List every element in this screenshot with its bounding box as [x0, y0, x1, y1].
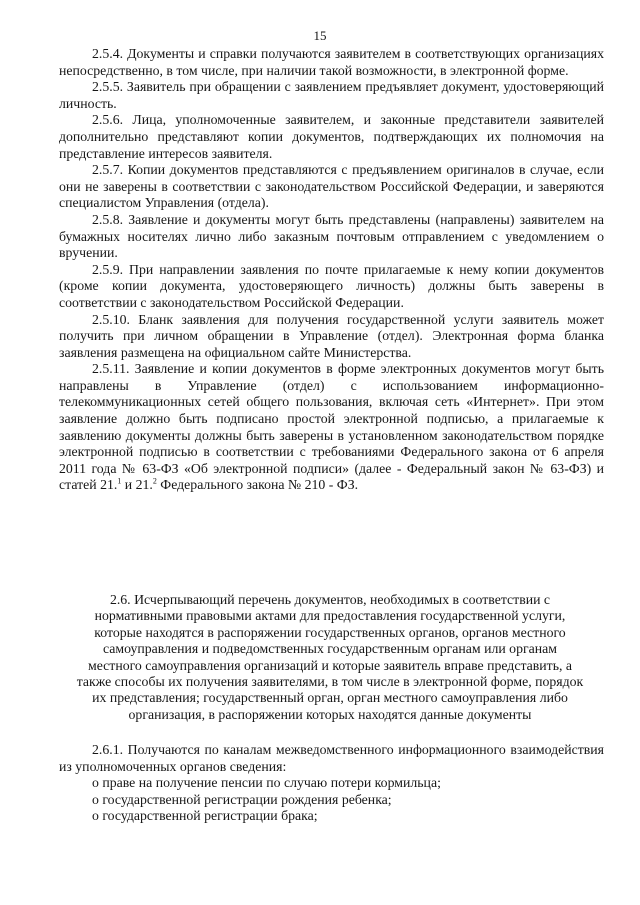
list-item: о государственной регистрации рождения ребенка; — [92, 791, 392, 807]
list-item: о государственной регистрации брака; — [92, 808, 318, 824]
paragraph-2-5-6: 2.5.6. Лица, уполномоченные заявителем, и законные представители заявителей дополнительно представляют копии документов, подтверждающих их полномочия на представление интересов заявителя. — [59, 112, 604, 161]
paragraph-2-6-1: 2.6.1. Получаются по каналам межведомственного информационного взаимодействия из уполномоченных органов сведения: — [59, 742, 604, 774]
paragraph-2-5-5: 2.5.5. Заявитель при обращении с заявлением предъявляет документ, удостоверяющий личность. — [59, 79, 604, 111]
section-2-6-body — [59, 742, 604, 825]
section-2-5-body — [59, 46, 604, 494]
superscript-2: 2 — [152, 476, 157, 486]
list-item: о праве на получение пенсии по случаю потери кормильца; — [92, 775, 441, 791]
paragraph-2-5-8: 2.5.8. Заявление и документы могут быть представлены (направлены) заявителем на бумажных носителях лично либо заказным почтовым отправлением с уведомлением о вручении. — [59, 211, 604, 261]
superscript-1: 1 — [117, 476, 122, 486]
paragraph-2-5-7: 2.5.7. Копии документов представляются с предъявлением оригиналов в случае, если они не заверены в соответствии с законодательством Российской Федерации, и заверяются специалистом Управления (отдела). — [59, 162, 604, 211]
section-2-6-heading: 2.6. Исчерпывающий перечень документов, необходимых в соответствии с нормативными правовыми актами для предоставления государственной услуги, которые находятся в распоряжении государственных органов, органов местного самоуправления и подведомственных государственным органам или органам местного самоуправления организаций и которые заявитель вправе представить, а также способы их получения заявителями, в том числе в электронной форме, порядок их представления; государственный орган, орган местного самоуправления либо организация, в распоряжении которых находятся данные документы — [76, 592, 584, 722]
paragraph-2-5-10: 2.5.10. Бланк заявления для получения государственной услуги заявитель может получить при личном обращении в Управление (отдел). Электронная форма бланка заявления размещена на официальном сайте Министерства. — [59, 311, 604, 360]
paragraph-2-5-11-tail: Федерального закона № 210 - ФЗ. — [156, 477, 359, 493]
page-number: 15 — [313, 28, 327, 43]
paragraph-2-5-4: 2.5.4. Документы и справки получаются заявителем в соответствующих организациях непосредственно, в том числе, при наличии такой возможности, в электронной форме. — [59, 46, 604, 78]
paragraph-2-5-11-mid: и 21. — [121, 477, 153, 493]
paragraph-2-5-11-main: 2.5.11. Заявление и копии документов в форме электронных документов могут быть направлены в Управление (отдел) с использованием информационно-телекоммуникационных сетей общего пользования, включая сеть «Интернет». При этом заявление должно быть подписано простой электронной подписью, а прилагаемые к заявлению документы должны быть заверены в установленном законодательством порядке электронной подписью в соответствии с требованиями Федерального закона от 6 апреля 2011 года № 63-ФЗ «Об электронной подписи» (далее - Федеральный закон № 63-ФЗ) и статей 21. — [59, 361, 604, 493]
paragraph-2-5-11 — [59, 361, 604, 494]
paragraph-2-5-9: 2.5.9. При направлении заявления по почте прилагаемые к нему копии документов (кроме копии документа, удостоверяющего личность) должны быть заверены в соответствии с законодательством Российской Федерации. — [59, 261, 604, 310]
